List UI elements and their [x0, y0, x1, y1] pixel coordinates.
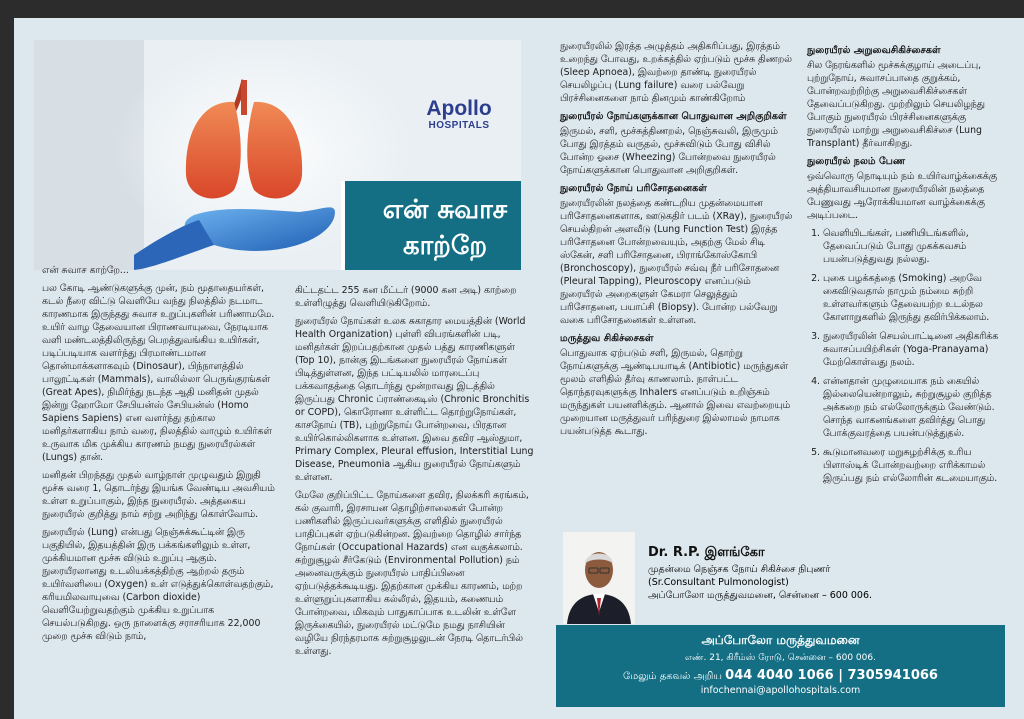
tip-item: 1. வெளியிடங்கள், பணியிடங்களில், தேவைப்படும் போது முகக்கவசம் பயன்படுத்துவது நல்லது.	[823, 227, 1007, 266]
section-heading: மருத்துவ சிகிச்சைகள்	[560, 333, 654, 344]
article-column-3	[560, 40, 796, 443]
hospital-name: அப்போலோ மருத்துவமனை	[701, 633, 860, 647]
paragraph: ஒவ்வொரு நொடியும் நம் உயிர்வாழ்க்கைக்கு அத்தியாவசியமான நுரையீரலின் நலத்தை பேணுவது ஆரோக்கியமான வாழ்க்கைக்கு அடிப்படை.	[807, 171, 998, 221]
doctor-info	[648, 546, 988, 602]
section-heading: நுரையீரல் அறுவைசிகிச்சைகள்	[807, 45, 941, 56]
doctor-name: Dr. R.P. இளங்கோ	[648, 545, 765, 560]
article-column-1	[42, 264, 280, 648]
article-column-2	[295, 284, 535, 663]
hero-banner	[34, 40, 521, 270]
article-column-4	[807, 40, 1007, 491]
tip-item: 3. நுரையீரலின் செயல்பாட்டினை அதிகரிக்க சுவாசப்பயிற்சிகள் (Yoga-Pranayama) மேற்கொள்வது நலம்.	[823, 330, 1007, 369]
tip-item: 2. புகை பழக்கத்தை (Smoking) அறவே கைவிடுவதால் நாமும் நம்மை சுற்றி உள்ளவர்களும் தேவையற்ற உடல்நல கோளாறுகளில் இருந்து தவிர்பிக்கலாம்.	[823, 272, 1007, 324]
phone-numbers: 044 4040 1066 | 7305941066	[725, 668, 938, 683]
apollo-logo	[404, 66, 514, 136]
newspaper-page	[14, 18, 1024, 719]
paragraph: மேலே குறிப்பிட்ட நோய்களை தவிர, நிலக்கரி சுரங்கம், கல் குவாரி, இரசாயன தொழிற்சாலைகள் போன்ற பணிகளில் இருப்பவர்களுக்கு எளிதில் நுரையீரல் பாதிப்புகள் ஏற்படுகின்றன. இவற்றை தொழில் சார்ந்த நோய்கள் (Occupational Hazards) என வகுக்கலாம். சுற்றுசூழல் சீர்கேடும் (Environmental Pollution) நம் அனைவருக்கும் நுரையீரல் பாதிப்பினை ஏற்படுத்தக்கூடியது. இதற்கான முக்கிய காரணம், மற்ற உள்ளுறுப்புகளாகிய கல்லீரல், இதயம், கணையம் போன்றவை, மிகவும் பாதுகாப்பாக உடலின் உள்ளே இருக்கையில், நுரையீரல் மட்டுமே நமது நாசியின் வழியே நிரந்தரமாக சுற்றுசூழலுடன் நேரடி தொடர்பில் உள்ளது.	[295, 490, 529, 657]
paragraph: பல கோடி ஆண்டுகளுக்கு முன், நம் மூதாதையர்கள், கடல் நீரை விட்டு வெளியே வந்து நிலத்தில் நடமாட காரணமாக இருந்தது சுவாச உறுப்புகளின் பரிணாமமே. உயிர் வாழ தேவையான பிராணவாயுவை, நேரடியாக வளி மண்டலத்திலிருந்து பெறத்துவங்கிய உயிர்கள், படிப்படியாக வளர்ந்து பிரமாண்டமான தொன்மாக்களாகவும் (Dinosaur), பிந்நாளத்தில் பாலூட்டிகள் (Mammals), வாலில்லா பெருங்குரங்கள் (Great Apes), நிமிர்ந்து நடந்த ஆதி மனிதன் முதல் இன்று ஹோமோ சேபியன்ஸ் சேபியன்ஸ் (Homo Sapiens Sapiens) என வளர்ந்து தற்கால மனிதர்களாகிய நாம் வரை, நிலத்தில் வாழும் உயிர்கள் உருவாக மிக முக்கிய காரணம் நமது நுரையீரல்கள் (Lungs) தான்.	[42, 283, 275, 463]
contact-email: infochennai@apollohospitals.com	[700, 685, 861, 696]
doctor-title-english: (Sr.Consultant Pulmonologist)	[648, 577, 789, 588]
paragraph: பொதுவாக ஏற்படும் சளி, இருமல், தொற்று நோய்களுக்கு ஆண்டிபயாடிக் (Antibiotic) மருந்துகள் மூலம் எளிதில் தீர்வு காணலாம். நாள்பட்ட தொந்தரவுகளுக்கு Inhalers எனப்படும் உறிஞ்சும் மருந்துகள் பயனளிக்கும். ஆனால் இவை எவற்றையும் முறையான மருத்துவர் பரிந்துரை இல்லாமல் நாமாக பயன்படுத்த கூடாது.	[560, 348, 791, 437]
doctor-hospital: அப்போலோ மருத்துவமனை, சென்னை – 600 006.	[648, 590, 873, 601]
section-heading: நுரையீரல் நோய்களுக்கான பொதுவான அறிகுறிகள்	[560, 111, 787, 122]
contact-footer	[556, 625, 1005, 707]
paragraph: நுரையீரலின் நலத்தை கண்டறிய முதன்மையான பரிசோதனைகளாக, ஊடுகதிர் படம் (XRay), நுரையீரல் செயல்திறன் அளவீடு (Lung Function Test) இரத்த பரிசோதனை போன்றவையும், அதற்கு மேல் சிடி ஸ்கேன், சளி பரிசோதனை, பிராங்கோஸ்கோபி (Bronchoscopy), நுரையீரல் சவ்வு நீர் பரிசோதனை (Pleural Tapping), Pleuroscopy எனப்படும் நுரையீரல் அறைகளுள் கேமரா செலுத்தும் பரிசோதனை, பயாப்சி (Biopsy). போன்ற பல்வேறு வகை பரிசோதனைகள் உள்ளன.	[560, 198, 793, 326]
doctor-title-tamil: முதன்மை நெஞ்சக நோய் சிகிச்சை நிபுணர்	[648, 564, 831, 575]
hospital-address: எண். 21, கிரீம்ஸ் ரோடு, சென்னை – 600 006.	[685, 653, 876, 663]
intro-text: என் சுவாச காற்றே...	[42, 265, 129, 276]
headline-line1: என் சுவாச	[382, 195, 508, 225]
apollo-brand-sub: HOSPITALS	[428, 120, 490, 131]
contact-line	[556, 668, 1005, 683]
paragraph: இருமல், சளி, மூச்சுத்திணறல், நெஞ்சுவலி, இருமும் போது இரத்தம் வருதல், மூச்சுவிடும் போது விசில் போன்ற ஓசை (Wheezing) போன்றவை நுரையீரல் நோய்களுக்கான பொதுவான அறிகுறிகள்.	[560, 126, 778, 176]
headline-box	[341, 181, 521, 270]
tip-item: 5. கூடுமானவரை மறுசுழற்சிக்கு உரிய பிளாஸ்டிக் போன்றவற்றை எரிக்காமல் இருப்பது நம் எல்லோரின் கடமையாகும்.	[823, 446, 1007, 485]
health-tips-list	[807, 227, 1007, 485]
tip-item: 4. என்னதான் முழுமையாக நம் கையில் இல்லையென்றாலும், சுற்றுசூழல் குறித்த அக்கறை நம் எல்லோருக்கும் வேண்டும். சொந்த வாகனங்களை தவிர்த்து பொது போக்குவரத்தை பயன்படுத்துதல்.	[823, 375, 1007, 440]
paragraph: நுரையீரல் நோய்கள் உலக சுகாதார மையத்தின் (World Health Organization) புள்ளி விபரங்களின் படி, மனிதர்கள் இறப்பதற்கான முதல் பத்து காரணிகளுள் (Top 10), நான்கு இடங்களை நுரையீரல் நோய்கள் பிடித்துள்ளன, இந்த பட்டியலில் மாரடைப்பு பக்கவாதத்தை தொடர்ந்து மூன்றாவது இடத்தில் இருப்பது Chronic ப்ராண்கைடிஸ் (Chronic Bronchitis or COPD), கொரோனா உள்ளிட்ட தொற்றுநோய்கள், காசநோய் (TB), புற்றுநோய் போன்றவை, பிரதான உயிர்கொல்லிகளாக உள்ளன. இவை தவிர ஆஸ்துமா, Primary Complex, Pleural effusion, Interstitial Lung Disease, Pneumonia ஆகிய நுரையீரல் நோய்களும் உள்ளன.	[295, 316, 534, 483]
section-heading: நுரையீரல் நலம் பேண	[807, 156, 906, 167]
paragraph: கிட்டதட்ட 255 கன மீட்டர் (9000 கன அடி) காற்றை உள்ளிழுத்து வெளியிடுகிறோம்.	[295, 285, 517, 309]
contact-prefix: மேலும் தகவல் அறிய	[623, 671, 722, 682]
section-heading: நுரையீரல் நோய் பரிசோதனைகள்	[560, 183, 707, 194]
headline-line2: காற்றே	[402, 231, 488, 261]
paragraph: நுரையீரலில் இரத்த அழுத்தம் அதிகரிப்பது, இரத்தம் உறைந்து போவது, உறக்கத்தில் ஏற்படும் மூச்சு திணறல் (Sleep Apnoea), இவற்றை தாண்டி நுரையீரல் செயலிழப்பு (Lung failure) வரை பல்வேறு பிரச்சினைகளை நாம் தினமும் காண்கிறோம்	[560, 41, 792, 104]
apollo-brand: Apollo	[426, 97, 492, 120]
paragraph: நுரையீரல் (Lung) என்பது நெஞ்சுக்கூட்டின் இரு பகுதியில், இதயத்தின் இரு பக்கங்களிலும் உள்ள, முக்கியமான மூச்சு விடும் உறுப்பு ஆகும். நுரையீரலானது உடலியக்கத்திற்கு ஆற்றல் தரும் உயிர்வளியை (Oxygen) உள் எடுத்துக்கொள்வதற்கும், கரியமிலவாயுவை (Carbon dioxide) வெளியேற்றுவதற்கும் முக்கிய உறுப்பாக செயல்படுகிறது. ஒரு நாளைக்கு சராசரியாக 22,000 முறை மூச்சு விடும் நாம்,	[42, 527, 274, 642]
paragraph: மனிதன் பிறந்தது முதல் வாழ்நாள் முழுவதும் இறுதி மூச்சு வரை 1, தொடர்ந்து இயங்க வேண்டிய அவசியம் உள்ள உறுப்பாகும், இந்த நுரையீரல். அத்தகைய நுரையீரல் குறித்து நாம் சற்று அறிந்து கொள்வோம்.	[42, 470, 275, 520]
doctor-photo	[563, 532, 635, 624]
paragraph: சில நேரங்களில் மூச்சுக்குழாய் அடைப்பு, புற்றுநோய், சுவாசப்பாதை குறுக்கம், போன்றவற்றிற்கு அறுவைசிகிச்சைகள் தேவைப்படுகிறது. முற்றிலும் செயலிழந்து போகும் நுரையீரல் பிரச்சினைகளுக்கு நுரையீரல் மாற்று அறுவைசிகிச்சை (Lung Transplant) தீர்வாகிறது.	[807, 60, 985, 149]
